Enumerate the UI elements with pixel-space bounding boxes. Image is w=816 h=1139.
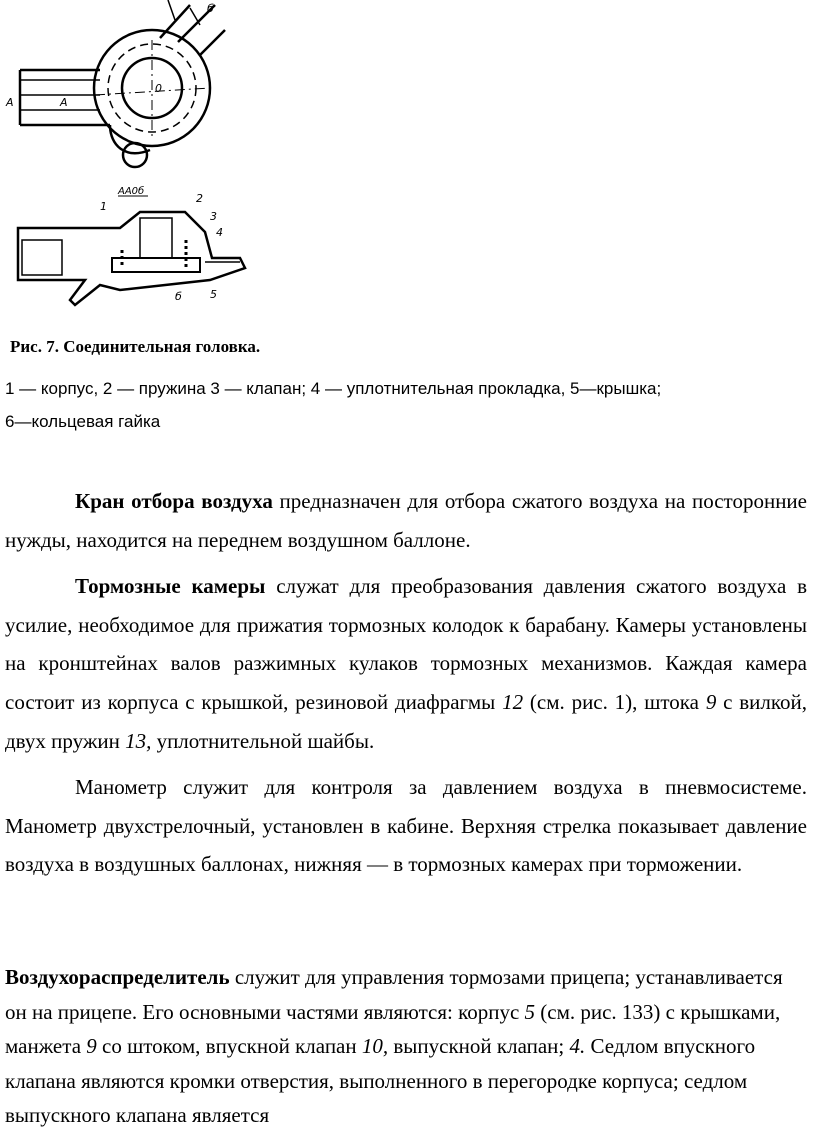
legend-line-1: 1 — корпус, 2 — пружина 3 — клапан; 4 — уплотнительная прокладка, 5—крышка; — [5, 379, 662, 398]
ref-10: 10, — [361, 1034, 389, 1058]
air-distributor-text-5: Седлом впускного клапана являются кромки отверстия, выполненного в перегородке корпуса; седлом выпускного клапана является — [5, 1034, 756, 1127]
air-tap-text: предназначен для отбора сжатого воздуха на посторонние нужды, находится на переднем воздушном баллоне. — [5, 489, 807, 552]
air-distributor-text-2: (см. рис. 133) с крышками, манжета — [5, 999, 781, 1058]
body-text — [5, 482, 807, 884]
label-zero: 0 — [155, 82, 162, 95]
figure-legend — [5, 372, 795, 438]
air-distributor-section — [5, 960, 807, 1133]
ref-9: 9 — [705, 689, 717, 714]
paragraph-manometer: Манометр служит для контроля за давлением воздуха в пневмосистеме. Манометр двухстрелочный, установлен в кабине. Верхняя стрелка показывает давление воздуха в воздушных баллонах, нижняя — в тормозных камерах при торможении. — [5, 775, 807, 877]
label-3: 3 — [210, 210, 217, 223]
brake-chambers-text-1: служат для преобразования давления сжатого воздуха в усилие, необходимое для прижатия тормозных колодок к барабану. Камеры установлены на кронштейнах валов разжимных кулаков тормозных механизмов. Каждая камера состоит из корпуса с крышкой, резиновой диафрагмы — [5, 574, 807, 714]
label-a-left: А — [6, 96, 14, 109]
connecting-head-figure — [0, 0, 300, 315]
ref-9b: 9 — [86, 1034, 97, 1058]
ref-5: 5 — [524, 999, 536, 1024]
term-air-tap: Кран отбора воздуха — [75, 489, 273, 513]
brake-chambers-text-2: (см. рис. 1), штока — [523, 689, 706, 714]
label-4: 4 — [216, 226, 223, 239]
figure-caption: Рис. 7. Соединительная головка. — [10, 337, 261, 356]
ref-13: 13, — [125, 728, 152, 753]
legend-line-2: 6—кольцевая гайка — [5, 412, 161, 431]
label-2: 2 — [196, 192, 203, 205]
paragraph-air-tap — [5, 482, 807, 559]
section-label: АА0б — [118, 186, 145, 197]
paragraph-air-distributor — [5, 960, 807, 1133]
label-1: 1 — [100, 200, 107, 213]
label-6: б — [175, 290, 182, 303]
label-a-inner: А — [60, 96, 68, 109]
ref-12: 12 — [502, 689, 524, 714]
air-distributor-text-4: выпускной клапан; — [388, 1034, 570, 1058]
air-distributor-text-1: служит для управления тормозами прицепа; устанавливается он на прицепе. Его основными частями являются: корпус — [5, 965, 783, 1024]
label-b-top: б — [207, 2, 214, 15]
brake-chambers-text-3: с вилкой, двух пружин — [5, 689, 807, 753]
connecting-head-drawing — [0, 0, 300, 315]
top-view-drawing — [20, 0, 225, 167]
ref-4: 4. — [569, 1034, 586, 1058]
term-brake-chambers: Тормозные камеры — [75, 574, 266, 599]
paragraph-brake-chambers — [5, 567, 807, 760]
label-5: 5 — [210, 288, 217, 301]
brake-chambers-text-4: уплотнительной шайбы. — [151, 728, 375, 753]
air-distributor-text-3: со штоком, впускной клапан — [96, 1034, 362, 1058]
term-air-distributor: Воздухораспределитель — [5, 965, 230, 989]
